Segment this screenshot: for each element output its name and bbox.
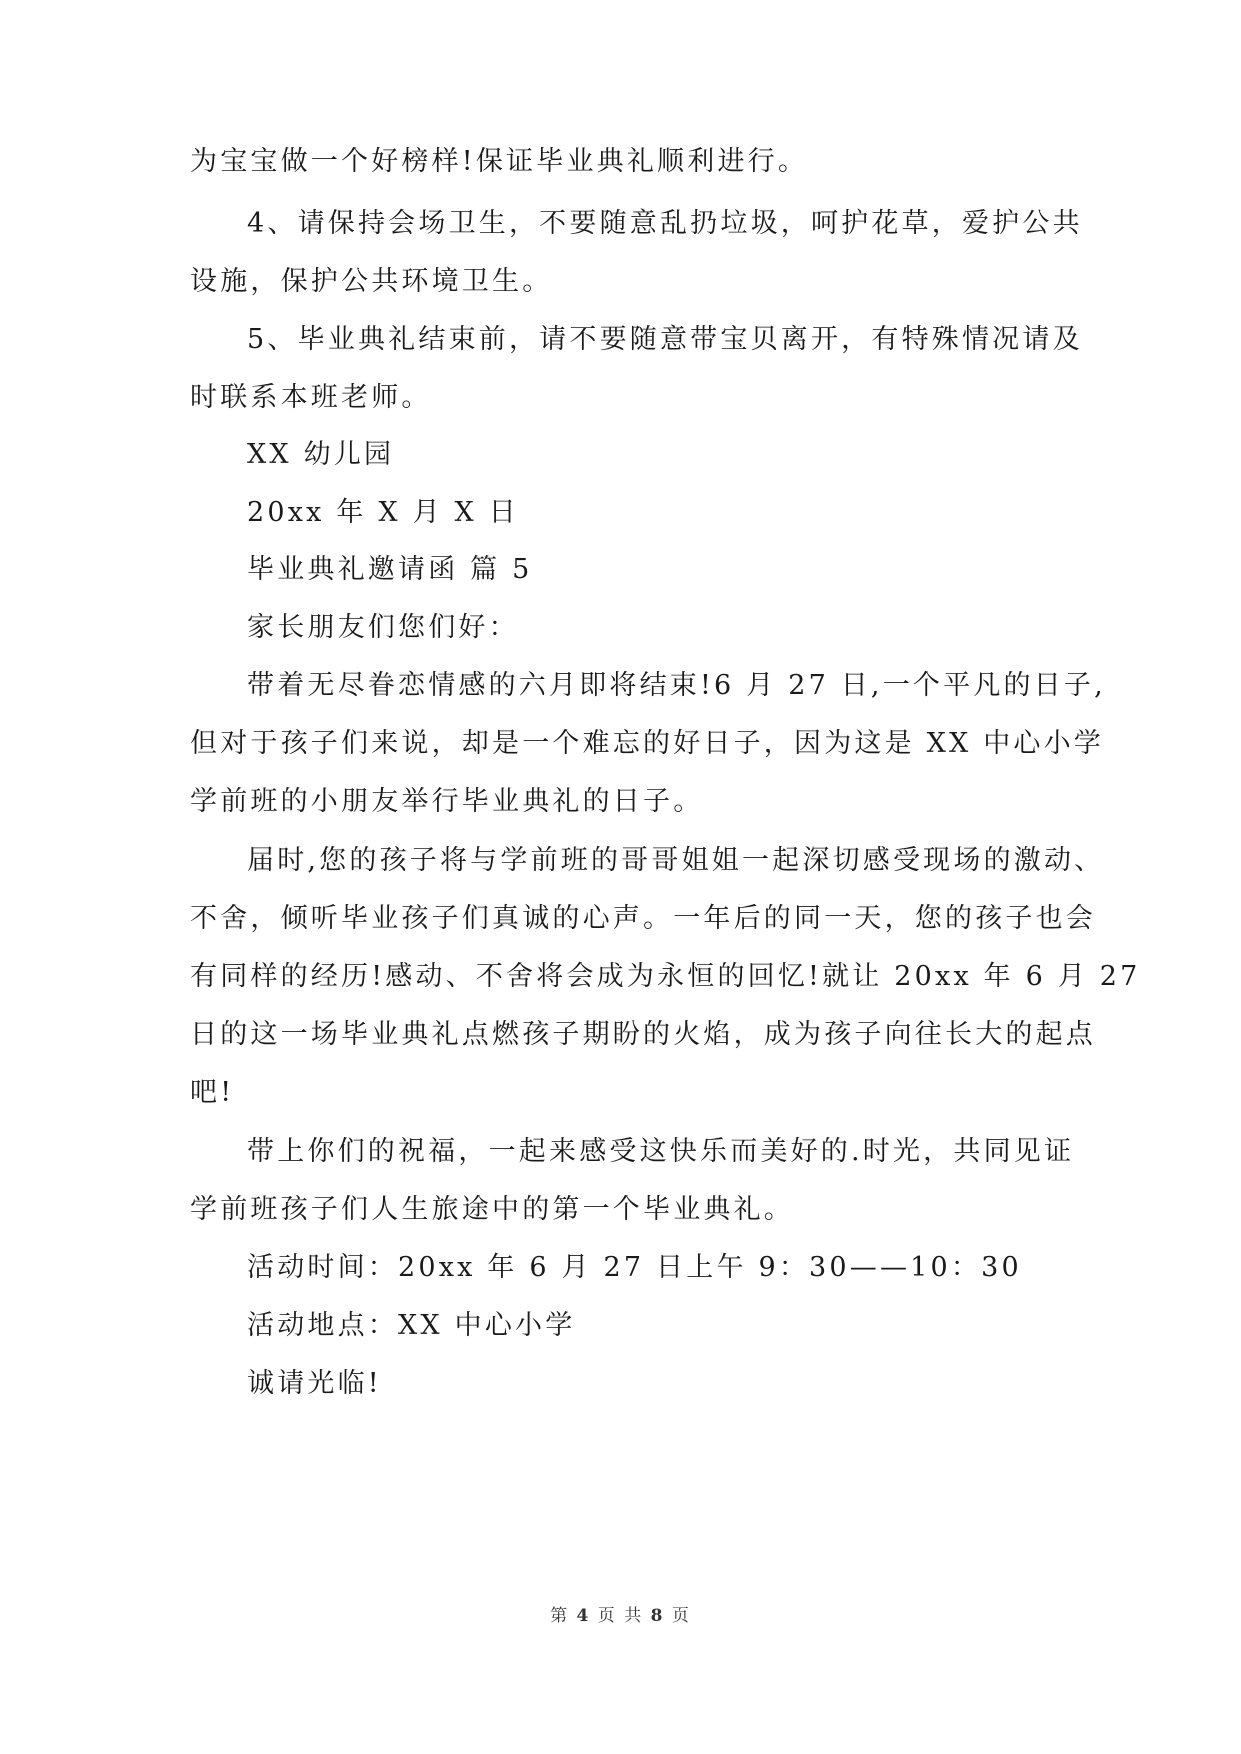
paragraph-line: 但对于孩子们来说，却是一个难忘的好日子，因为这是 XX 中心小学 bbox=[190, 728, 1105, 759]
event-time: 活动时间：20xx 年 6 月 27 日上午 9：30——10：30 bbox=[247, 1252, 1022, 1283]
page-footer bbox=[0, 1604, 1241, 1628]
paragraph-line: 4、请保持会场卫生，不要随意乱扔垃圾，呵护花草，爱护公共 bbox=[247, 208, 1083, 239]
paragraph-line: 届时,您的孩子将与学前班的哥哥姐姐一起深切感受现场的激动、 bbox=[247, 845, 1105, 876]
paragraph-line: 有同样的经历!感动、不舍将会成为永恒的回忆!就让 20xx 年 6 月 27 bbox=[190, 961, 1141, 992]
closing-line: 诚请光临! bbox=[247, 1368, 382, 1399]
paragraph-line: 学前班的小朋友举行毕业典礼的日子。 bbox=[190, 786, 704, 817]
signature-org: XX 幼儿园 bbox=[247, 439, 395, 470]
paragraph-line: 为宝宝做一个好榜样!保证毕业典礼顺利进行。 bbox=[190, 146, 809, 177]
section-title: 毕业典礼邀请函 篇 5 bbox=[247, 554, 533, 585]
paragraph-line: 带上你们的祝福，一起来感受这快乐而美好的.时光，共同见证 bbox=[247, 1136, 1075, 1167]
paragraph-line: 日的这一场毕业典礼点燃孩子期盼的火焰，成为孩子向往长大的起点 bbox=[190, 1019, 1096, 1050]
footer-suffix: 页 bbox=[671, 1606, 691, 1626]
current-page-number: 4 bbox=[576, 1606, 591, 1626]
salutation: 家长朋友们您们好： bbox=[247, 612, 519, 643]
footer-prefix: 第 bbox=[550, 1606, 570, 1626]
paragraph-line: 时联系本班老师。 bbox=[190, 382, 432, 413]
paragraph-line: 不舍，倾听毕业孩子们真诚的心声。一年后的同一天，您的孩子也会 bbox=[190, 903, 1096, 934]
total-pages-number: 8 bbox=[650, 1606, 665, 1626]
paragraph-line: 带着无尽眷恋情感的六月即将结束!6 月 27 日,一个平凡的日子, bbox=[247, 670, 1106, 701]
paragraph-line: 5、毕业典礼结束前，请不要随意带宝贝离开，有特殊情况请及 bbox=[247, 324, 1083, 355]
footer-mid: 页 共 bbox=[597, 1606, 644, 1626]
paragraph-line: 设施，保护公共环境卫生。 bbox=[190, 266, 553, 297]
event-location: 活动地点：XX 中心小学 bbox=[247, 1310, 576, 1341]
paragraph-line: 学前班孩子们人生旅途中的第一个毕业典礼。 bbox=[190, 1194, 794, 1225]
signature-date: 20xx 年 X 月 X 日 bbox=[247, 497, 519, 528]
paragraph-line: 吧! bbox=[190, 1077, 235, 1108]
